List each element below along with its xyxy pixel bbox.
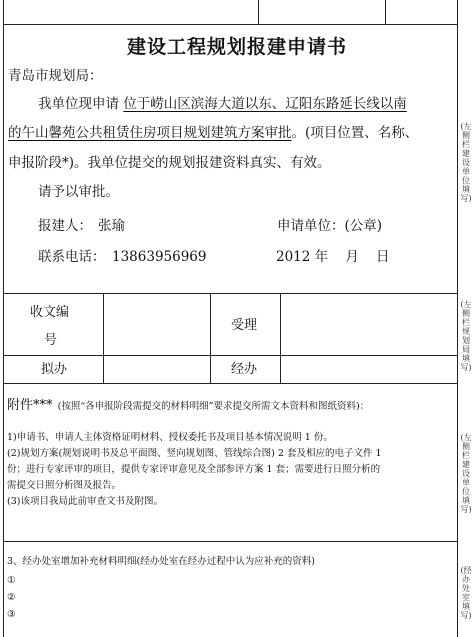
receipt-number-label-1: 收文编 (30, 305, 70, 320)
draft-label: 拟办 (41, 362, 68, 377)
project-name-field[interactable]: 的午山馨苑公共租赁住房项目规划建筑方案审批 (8, 125, 292, 141)
attachment-item-1: 1)申请书、申请人主体资格证明材料、授权委托书及项目基本情况说明 1 份。 (7, 432, 333, 443)
line-top-strip (3, 24, 458, 25)
attachments-heading-row (7, 396, 369, 412)
side-note-applicant: (左侧栏建设单位填写) (460, 122, 472, 203)
handler-field[interactable] (281, 356, 456, 382)
attachment-item-2-line-1: (2)规划方案(规划说明书及总平面图、竖向规划图、管线综合图) 2 套及相应的电子文件 1 (7, 448, 382, 459)
line-below-office (3, 383, 458, 384)
application-prefix: 我单位现申请 (38, 96, 119, 112)
supplement-item-3[interactable]: ③ (7, 609, 16, 620)
application-line-3: 申报阶段*)。我单位提交的规划报建资料真实、有效。 (8, 155, 331, 171)
handler-label: 经办 (231, 362, 258, 377)
accept-label: 受理 (231, 318, 258, 333)
applicant-name[interactable]: 张瑜 (98, 218, 125, 234)
side-note-office: (经办处室填写) (460, 566, 472, 620)
application-date[interactable]: 2012 年 月 日 (276, 249, 390, 265)
draft-field[interactable] (104, 356, 209, 382)
phone-value[interactable]: 13863956969 (112, 249, 207, 265)
attachment-item-2-line-2: 份；进行专家评审的项目，提供专家评审意见及全部参评方案 1 套；需要进行日照分析的 (7, 464, 381, 475)
accept-field[interactable] (281, 294, 456, 354)
side-note-bureau: (左侧栏规划局填写) (460, 300, 472, 372)
supplement-item-2[interactable]: ② (7, 592, 16, 603)
attachment-item-2-line-3: 需提交日照分析图及报告。 (7, 480, 122, 491)
phone-label: 联系电话： (38, 249, 106, 265)
attachment-item-3: (3)该项目我局此前审查文书及附图。 (7, 496, 163, 507)
attachments-note: (按照“各申报阶段需提交的材料明细”要求提交所需文本资料和图纸资料)： (57, 401, 370, 412)
application-line-2 (8, 127, 418, 141)
attachments-heading: 附件*** (7, 398, 53, 413)
supplement-item-1[interactable]: ① (7, 575, 16, 586)
receipt-number-field[interactable] (104, 294, 209, 354)
application-line-1 (38, 98, 407, 112)
supplement-heading: 3、经办处室增加补充材料明细(经办处室在经办过程中认为应补充的资料) (7, 556, 315, 567)
office-col-2 (210, 293, 211, 383)
line-above-supplement (3, 541, 458, 542)
receipt-number-label-2: 号 (44, 333, 58, 348)
project-location-field[interactable]: 位于崂山区滨海大道以东、辽阳东路延长线以南 (123, 96, 407, 112)
form-title: 建设工程规划报建申请书 (126, 36, 347, 58)
top-strip-divider-1 (258, 0, 259, 24)
unit-seal-label: 申请单位：(公章) (277, 218, 383, 234)
application-line-4: 请予以审批。 (38, 184, 119, 200)
applicant-label: 报建人： (38, 218, 92, 234)
side-note-applicant-2: (左侧栏建设单位填写) (460, 433, 472, 514)
addressee: 青岛市规划局： (8, 68, 103, 84)
application-suffix: 。(项目位置、名称、 (291, 125, 419, 141)
top-strip-divider-2 (385, 0, 386, 24)
